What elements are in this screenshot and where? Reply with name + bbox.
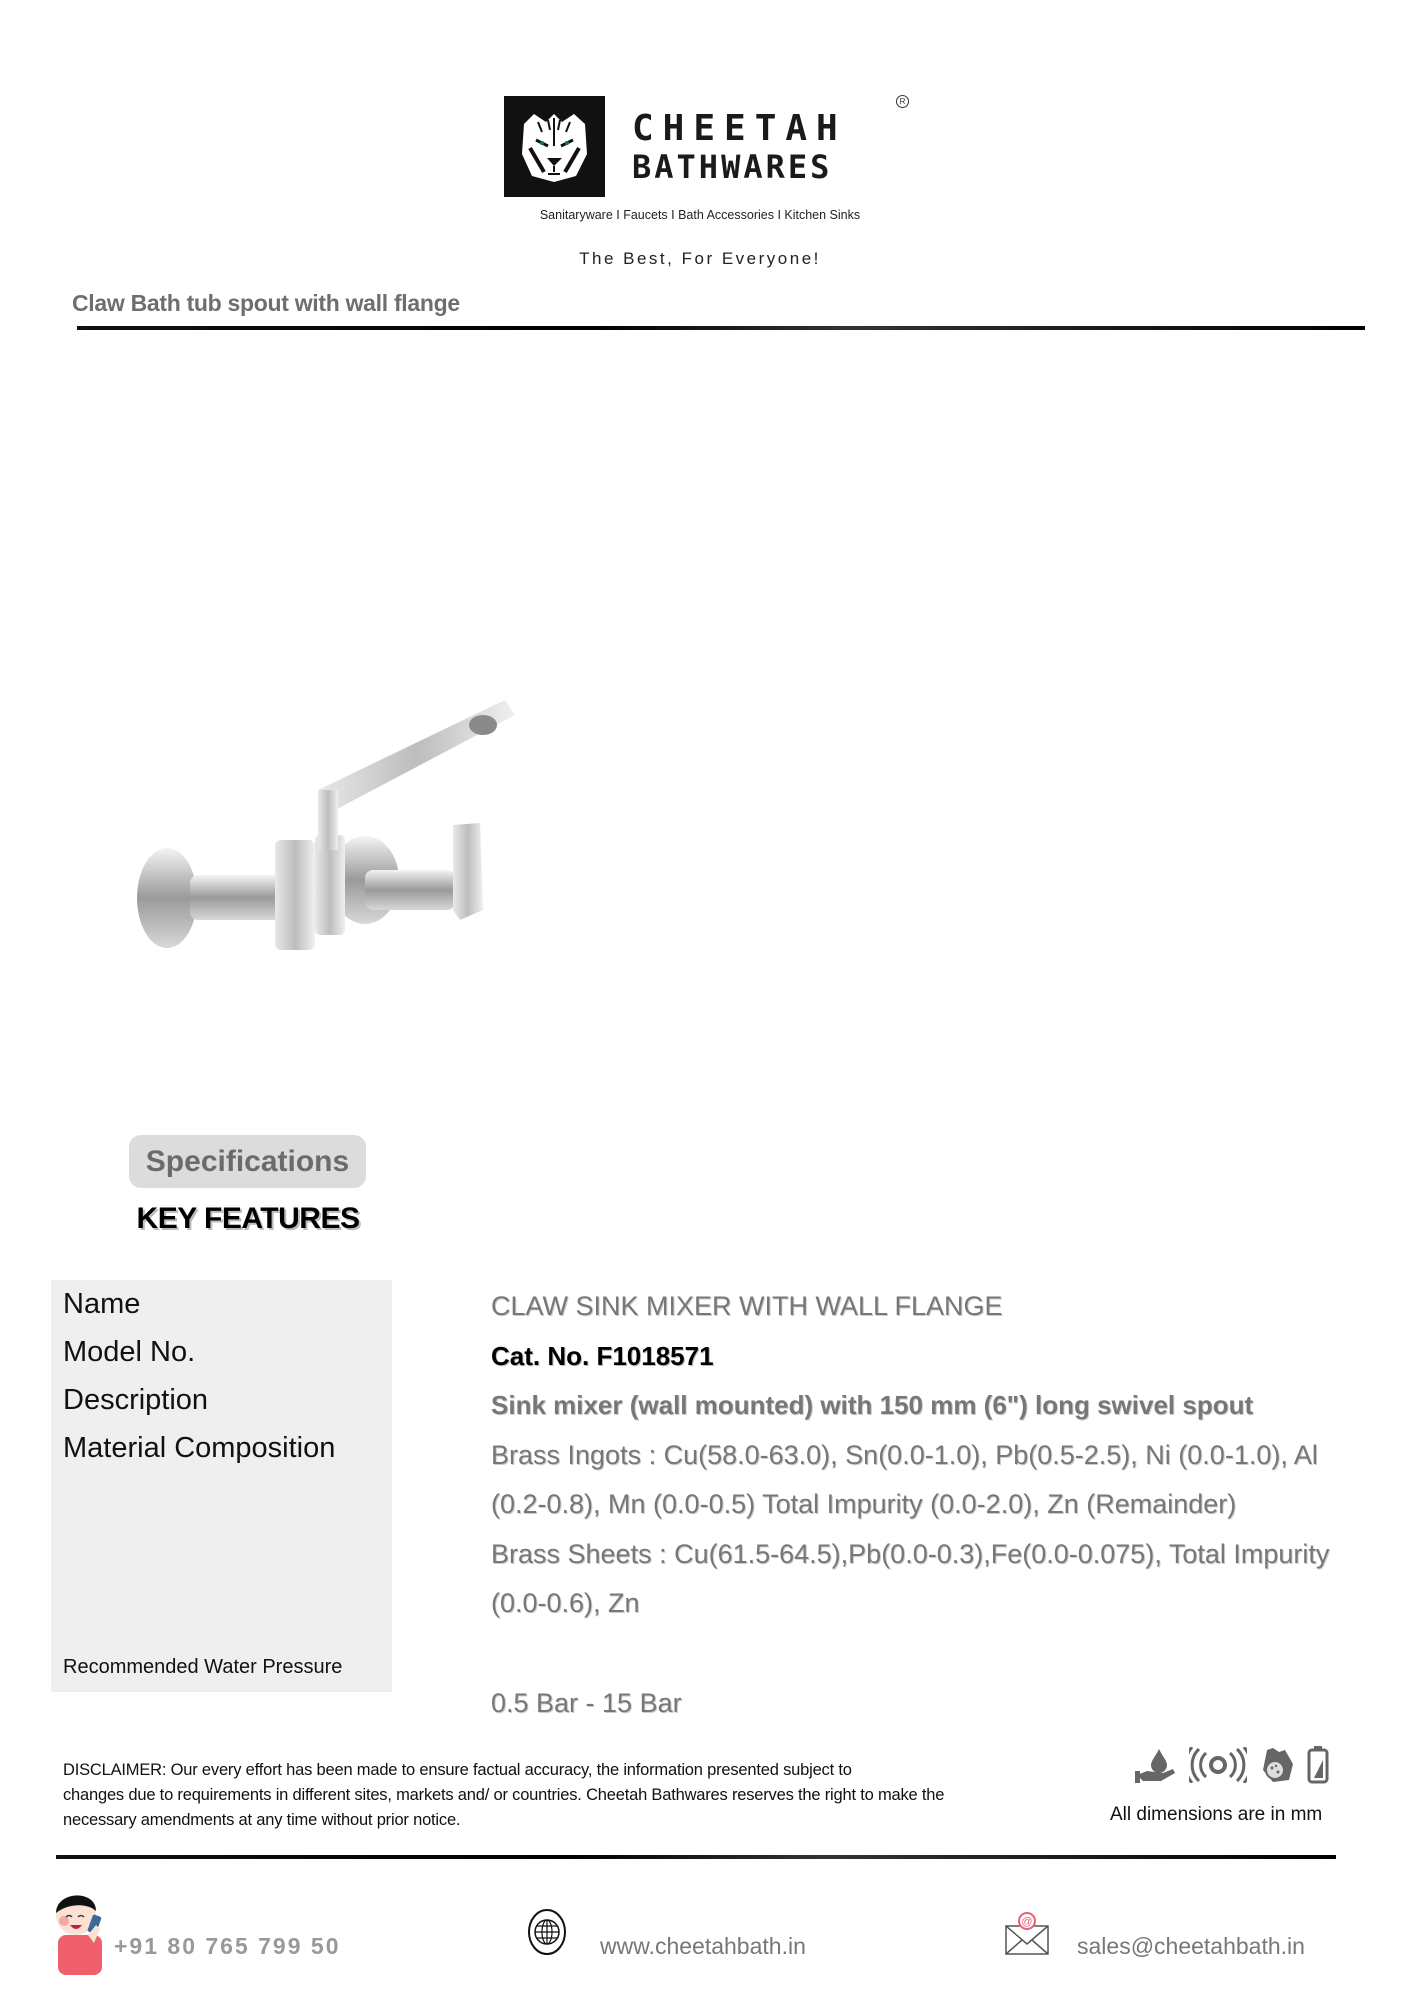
phone-number[interactable]: +91 80 765 799 50: [114, 1933, 341, 1959]
spec-value-material-line: (0.2-0.8), Mn (0.0-0.5) Total Impurity (0.0-2.0), Zn (Remainder): [491, 1489, 1237, 1519]
disclaimer-line: changes due to requirements in different sites, markets and/ or countries. Cheetah Bathwares reserves the right to make the: [63, 1786, 945, 1804]
key-features-heading: KEY FEATURES: [136, 1202, 360, 1235]
spec-labels-column: [51, 1280, 392, 1692]
spec-label-name: Name: [63, 1288, 141, 1320]
spec-value-name: CLAW SINK MIXER WITH WALL FLANGE: [491, 1291, 1003, 1321]
page-title: Claw Bath tub spout with wall flange: [72, 290, 460, 316]
disclaimer-line: necessary amendments at any time without prior notice.: [63, 1811, 461, 1829]
product-image: [135, 680, 515, 955]
spec-value-description: Sink mixer (wall mounted) with 150 mm (6") long swivel spout: [491, 1390, 1254, 1420]
water-saving-hand-icon: [1135, 1747, 1177, 1788]
registered-mark: R: [896, 95, 909, 108]
spec-value-material-line: Brass Ingots : Cu(58.0-63.0), Sn(0.0-1.0), Pb(0.5-2.5), Ni (0.0-1.0), Al: [491, 1440, 1318, 1470]
germ-free-hand-icon: [1259, 1746, 1295, 1789]
specifications-badge: Specifications: [129, 1135, 366, 1188]
battery-icon: [1307, 1746, 1329, 1789]
disclaimer-text: [63, 1758, 1023, 1833]
spec-value-material-line: (0.0-0.6), Zn: [491, 1588, 640, 1618]
brand-subname: BATHWARES: [632, 148, 833, 186]
spec-value-material-line: Brass Sheets : Cu(61.5-64.5),Pb(0.0-0.3),Fe(0.0-0.075), Total Impurity: [491, 1539, 1330, 1569]
brand-name: CHEETAH: [632, 108, 847, 149]
sensor-waves-icon: [1189, 1747, 1247, 1788]
spec-label-pressure: Recommended Water Pressure: [63, 1656, 343, 1678]
cheetah-face-icon: [504, 96, 605, 197]
phone-person-icon: [52, 1885, 108, 1975]
feature-icons-row: [1135, 1745, 1355, 1789]
globe-icon: [527, 1908, 567, 1956]
email-envelope-icon: [1004, 1912, 1050, 1956]
spec-value-model: Cat. No. F1018571: [491, 1341, 714, 1371]
footer-divider: [56, 1855, 1336, 1859]
website-link[interactable]: www.cheetahbath.in: [600, 1933, 806, 1959]
svg-text:@: @: [1021, 1916, 1033, 1928]
cheetah-logo: [504, 96, 605, 197]
spec-label-description: Description: [63, 1384, 209, 1416]
brand-tagline: Sanitaryware I Faucets I Bath Accessories I Kitchen Sinks: [539, 208, 861, 222]
spec-value-pressure: 0.5 Bar - 15 Bar: [491, 1688, 682, 1718]
brand-motto: The Best, For Everyone!: [579, 249, 821, 268]
spec-label-material: Material Composition: [63, 1432, 336, 1464]
dimensions-note: All dimensions are in mm: [1110, 1804, 1323, 1825]
spec-label-model: Model No.: [63, 1336, 196, 1368]
email-link[interactable]: sales@cheetahbath.in: [1077, 1933, 1305, 1959]
disclaimer-line: DISCLAIMER: Our every effort has been made to ensure factual accuracy, the information presented subject to: [63, 1761, 852, 1779]
header-divider: [77, 326, 1365, 330]
sink-mixer-icon: [135, 680, 515, 955]
